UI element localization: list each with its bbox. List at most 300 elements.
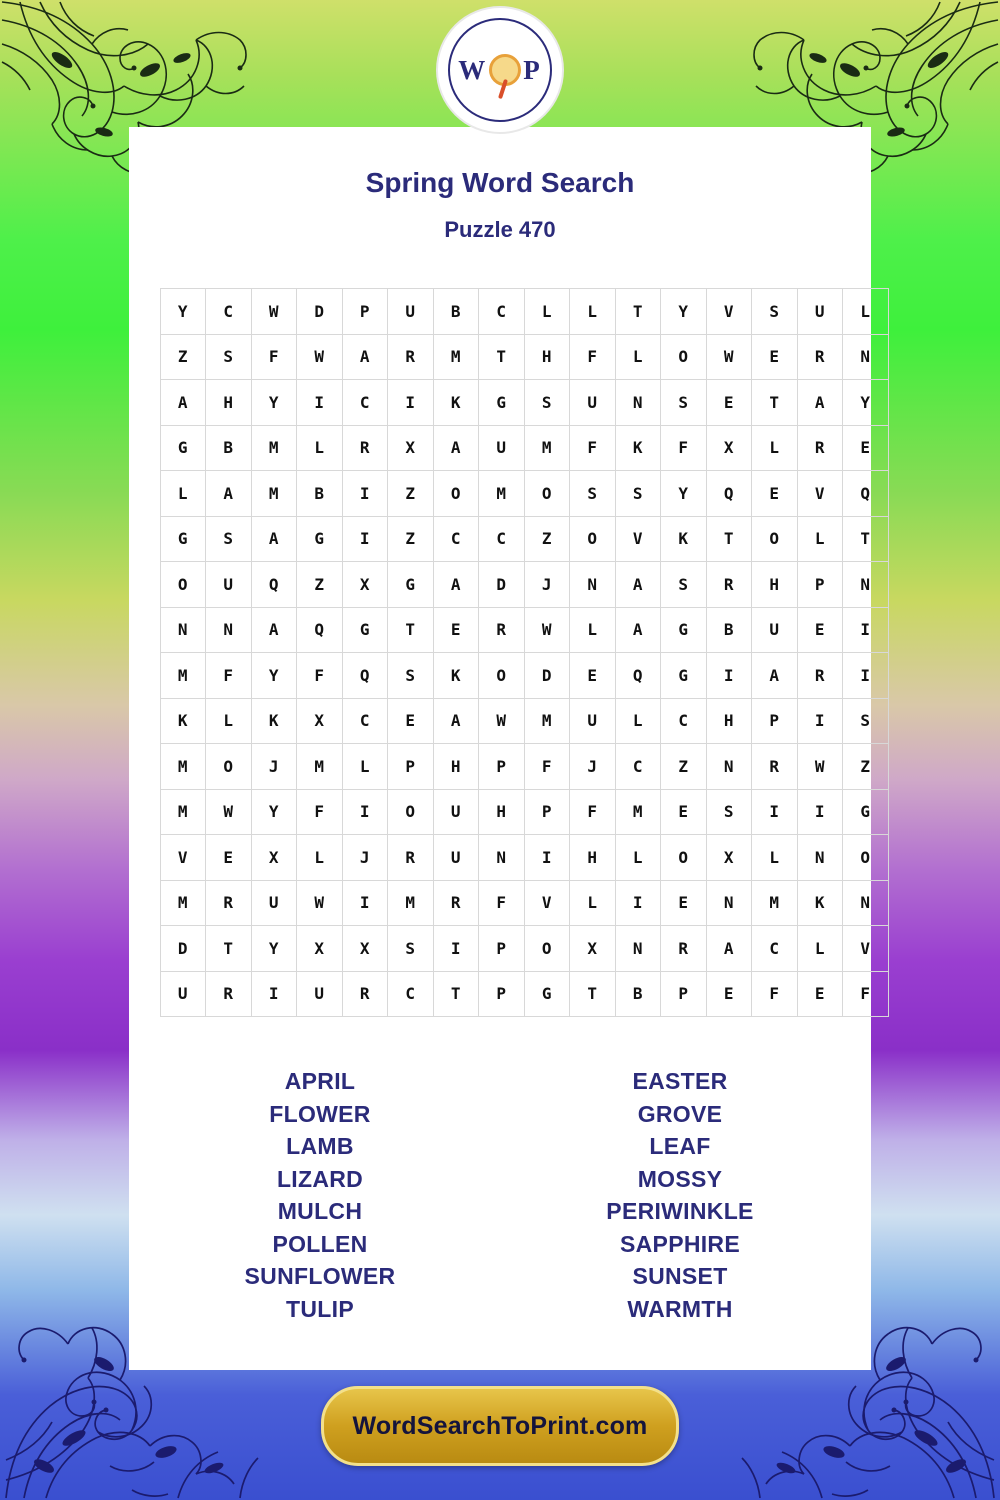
logo-letter-w: W bbox=[458, 54, 488, 85]
grid-row bbox=[160, 971, 888, 1017]
grid-cell[interactable]: R bbox=[206, 971, 252, 1017]
grid-cell[interactable]: O bbox=[524, 471, 570, 517]
grid-cell[interactable]: P bbox=[479, 744, 525, 790]
grid-cell[interactable]: I bbox=[388, 380, 434, 426]
grid-row bbox=[160, 380, 888, 426]
grid-cell[interactable]: U bbox=[251, 880, 297, 926]
grid-cell[interactable]: S bbox=[206, 516, 252, 562]
grid-cell[interactable]: I bbox=[706, 653, 752, 699]
grid-cell[interactable]: E bbox=[706, 380, 752, 426]
grid-cell[interactable]: S bbox=[570, 471, 616, 517]
word-list-item[interactable]: POLLEN bbox=[272, 1230, 368, 1257]
grid-cell[interactable]: B bbox=[433, 289, 479, 335]
grid-cell[interactable]: I bbox=[797, 789, 843, 835]
logo-letter-p: P bbox=[523, 54, 542, 85]
grid-cell[interactable]: E bbox=[388, 698, 434, 744]
grid-cell[interactable]: X bbox=[706, 425, 752, 471]
grid-cell[interactable]: M bbox=[160, 744, 206, 790]
grid-cell[interactable]: A bbox=[433, 698, 479, 744]
grid-cell[interactable]: S bbox=[752, 289, 798, 335]
grid-cell[interactable]: R bbox=[752, 744, 798, 790]
grid-cell[interactable]: J bbox=[570, 744, 616, 790]
grid-cell[interactable]: K bbox=[615, 425, 661, 471]
website-url: WordSearchToPrint.com bbox=[352, 1411, 648, 1440]
grid-cell[interactable]: P bbox=[479, 971, 525, 1017]
grid-cell[interactable]: G bbox=[661, 607, 707, 653]
grid-cell[interactable]: X bbox=[342, 562, 388, 608]
grid-cell[interactable]: N bbox=[797, 835, 843, 881]
grid-cell[interactable]: U bbox=[797, 289, 843, 335]
grid-cell[interactable]: D bbox=[160, 926, 206, 972]
grid-cell[interactable]: G bbox=[843, 789, 889, 835]
grid-cell[interactable]: M bbox=[160, 789, 206, 835]
grid-cell[interactable]: V bbox=[797, 471, 843, 517]
grid-cell[interactable]: Y bbox=[160, 289, 206, 335]
grid-cell[interactable]: C bbox=[433, 516, 479, 562]
grid-cell[interactable]: Q bbox=[251, 562, 297, 608]
grid-row bbox=[160, 835, 888, 881]
grid-cell[interactable]: D bbox=[524, 653, 570, 699]
grid-cell[interactable]: E bbox=[206, 835, 252, 881]
word-list-item[interactable]: WARMTH bbox=[627, 1295, 733, 1322]
grid-row bbox=[160, 926, 888, 972]
grid-cell[interactable]: X bbox=[388, 425, 434, 471]
grid-cell[interactable]: M bbox=[251, 471, 297, 517]
grid-cell[interactable]: H bbox=[524, 334, 570, 380]
grid-cell[interactable]: I bbox=[843, 607, 889, 653]
grid-row bbox=[160, 334, 888, 380]
grid-cell[interactable]: F bbox=[752, 971, 798, 1017]
grid-cell[interactable]: K bbox=[251, 698, 297, 744]
grid-cell[interactable]: U bbox=[388, 289, 434, 335]
grid-cell[interactable]: A bbox=[615, 607, 661, 653]
grid-cell[interactable]: N bbox=[615, 380, 661, 426]
grid-cell[interactable]: C bbox=[661, 698, 707, 744]
grid-cell[interactable]: L bbox=[797, 926, 843, 972]
grid-cell[interactable]: L bbox=[160, 471, 206, 517]
grid-cell[interactable]: S bbox=[661, 380, 707, 426]
grid-cell[interactable]: T bbox=[706, 516, 752, 562]
grid-cell[interactable]: J bbox=[342, 835, 388, 881]
grid-cell[interactable]: O bbox=[752, 516, 798, 562]
grid-cell[interactable]: S bbox=[843, 698, 889, 744]
grid-cell[interactable]: I bbox=[524, 835, 570, 881]
grid-cell[interactable]: C bbox=[206, 289, 252, 335]
grid-cell[interactable]: L bbox=[524, 289, 570, 335]
word-list-item[interactable]: SUNSET bbox=[632, 1263, 728, 1289]
word-list-item[interactable]: LAMB bbox=[286, 1133, 354, 1159]
grid-cell[interactable]: S bbox=[524, 380, 570, 426]
grid-cell[interactable]: N bbox=[615, 926, 661, 972]
grid-cell[interactable]: F bbox=[570, 425, 616, 471]
grid-cell[interactable]: Y bbox=[251, 653, 297, 699]
grid-cell[interactable]: G bbox=[388, 562, 434, 608]
word-list-item[interactable]: EASTER bbox=[632, 1068, 728, 1094]
grid-row bbox=[160, 562, 888, 608]
grid-cell[interactable]: S bbox=[206, 334, 252, 380]
grid-row bbox=[160, 789, 888, 835]
grid-cell[interactable]: T bbox=[615, 289, 661, 335]
grid-cell[interactable]: U bbox=[570, 380, 616, 426]
grid-cell[interactable]: E bbox=[752, 334, 798, 380]
grid-cell[interactable]: I bbox=[251, 971, 297, 1017]
grid-cell[interactable]: A bbox=[752, 653, 798, 699]
grid-cell[interactable]: W bbox=[297, 334, 343, 380]
word-list-item[interactable]: LEAF bbox=[649, 1133, 711, 1159]
grid-cell[interactable]: P bbox=[661, 971, 707, 1017]
grid-cell[interactable]: K bbox=[661, 516, 707, 562]
grid-cell[interactable]: X bbox=[251, 835, 297, 881]
grid-row bbox=[160, 516, 888, 562]
grid-cell[interactable]: N bbox=[160, 607, 206, 653]
grid-cell[interactable]: V bbox=[615, 516, 661, 562]
grid-cell[interactable]: H bbox=[570, 835, 616, 881]
grid-cell[interactable]: C bbox=[752, 926, 798, 972]
grid-cell[interactable]: S bbox=[615, 471, 661, 517]
grid-cell[interactable]: X bbox=[342, 926, 388, 972]
grid-cell[interactable]: W bbox=[479, 698, 525, 744]
grid-cell[interactable]: K bbox=[433, 653, 479, 699]
grid-cell[interactable]: F bbox=[297, 653, 343, 699]
grid-cell[interactable]: L bbox=[752, 835, 798, 881]
grid-cell[interactable]: T bbox=[752, 380, 798, 426]
grid-cell[interactable]: R bbox=[342, 425, 388, 471]
grid-cell[interactable]: O bbox=[388, 789, 434, 835]
grid-cell[interactable]: O bbox=[433, 471, 479, 517]
grid-cell[interactable]: Y bbox=[251, 789, 297, 835]
grid-cell[interactable]: R bbox=[797, 425, 843, 471]
grid-cell[interactable]: M bbox=[160, 653, 206, 699]
grid-cell[interactable]: O bbox=[206, 744, 252, 790]
grid-cell[interactable]: U bbox=[433, 789, 479, 835]
grid-cell[interactable]: K bbox=[797, 880, 843, 926]
grid-cell[interactable]: G bbox=[524, 971, 570, 1017]
grid-cell[interactable]: A bbox=[160, 380, 206, 426]
grid-cell[interactable]: E bbox=[797, 971, 843, 1017]
grid-cell[interactable]: G bbox=[297, 516, 343, 562]
grid-cell[interactable]: E bbox=[706, 971, 752, 1017]
word-list-column-right bbox=[530, 1065, 830, 1325]
grid-cell[interactable]: M bbox=[297, 744, 343, 790]
grid-cell[interactable]: F bbox=[570, 789, 616, 835]
grid-cell[interactable]: R bbox=[479, 607, 525, 653]
word-search-grid bbox=[160, 288, 871, 1017]
grid-cell[interactable]: L bbox=[342, 744, 388, 790]
grid-cell[interactable]: O bbox=[524, 926, 570, 972]
grid-cell[interactable]: I bbox=[797, 698, 843, 744]
grid-cell[interactable]: D bbox=[479, 562, 525, 608]
grid-cell[interactable]: A bbox=[797, 380, 843, 426]
grid-cell[interactable]: F bbox=[251, 334, 297, 380]
grid-cell[interactable]: O bbox=[661, 334, 707, 380]
grid-cell[interactable]: X bbox=[570, 926, 616, 972]
grid-cell[interactable]: I bbox=[342, 789, 388, 835]
grid-cell[interactable]: I bbox=[342, 471, 388, 517]
grid-cell[interactable]: G bbox=[479, 380, 525, 426]
grid-cell[interactable]: E bbox=[433, 607, 479, 653]
grid-cell[interactable]: I bbox=[843, 653, 889, 699]
site-logo bbox=[438, 8, 562, 132]
word-list-item[interactable]: TULIP bbox=[286, 1295, 354, 1322]
word-list-item[interactable]: PERIWINKLE bbox=[606, 1198, 754, 1224]
grid-cell[interactable]: T bbox=[206, 926, 252, 972]
grid-cell[interactable]: Y bbox=[843, 380, 889, 426]
grid-cell[interactable]: I bbox=[615, 880, 661, 926]
grid-cell[interactable]: S bbox=[661, 562, 707, 608]
letter-grid-table bbox=[160, 288, 889, 1017]
grid-cell[interactable]: R bbox=[388, 835, 434, 881]
grid-cell[interactable]: I bbox=[342, 516, 388, 562]
grid-cell[interactable]: B bbox=[615, 971, 661, 1017]
grid-cell[interactable]: Q bbox=[615, 653, 661, 699]
grid-cell[interactable]: L bbox=[843, 289, 889, 335]
grid-cell[interactable]: G bbox=[342, 607, 388, 653]
grid-cell[interactable]: P bbox=[342, 289, 388, 335]
grid-cell[interactable]: R bbox=[797, 334, 843, 380]
grid-cell[interactable]: Q bbox=[843, 471, 889, 517]
grid-cell[interactable]: F bbox=[297, 789, 343, 835]
grid-cell[interactable]: M bbox=[524, 425, 570, 471]
grid-cell[interactable]: W bbox=[706, 334, 752, 380]
grid-cell[interactable]: E bbox=[661, 880, 707, 926]
grid-cell[interactable]: R bbox=[661, 926, 707, 972]
grid-cell[interactable]: Y bbox=[661, 471, 707, 517]
grid-cell[interactable]: Q bbox=[342, 653, 388, 699]
puzzle-sheet bbox=[129, 127, 871, 1370]
grid-cell[interactable]: C bbox=[342, 698, 388, 744]
grid-cell[interactable]: E bbox=[843, 425, 889, 471]
grid-cell[interactable]: A bbox=[433, 425, 479, 471]
grid-cell[interactable]: U bbox=[479, 425, 525, 471]
grid-cell[interactable]: W bbox=[251, 289, 297, 335]
grid-cell[interactable]: L bbox=[570, 607, 616, 653]
grid-cell[interactable]: O bbox=[570, 516, 616, 562]
grid-cell[interactable]: X bbox=[706, 835, 752, 881]
grid-cell[interactable]: F bbox=[524, 744, 570, 790]
grid-cell[interactable]: S bbox=[388, 653, 434, 699]
grid-cell[interactable]: F bbox=[661, 425, 707, 471]
grid-cell[interactable]: Z bbox=[843, 744, 889, 790]
grid-cell[interactable]: U bbox=[206, 562, 252, 608]
grid-cell[interactable]: A bbox=[342, 334, 388, 380]
grid-cell[interactable]: M bbox=[524, 698, 570, 744]
grid-cell[interactable]: B bbox=[206, 425, 252, 471]
grid-cell[interactable]: A bbox=[251, 607, 297, 653]
grid-cell[interactable]: C bbox=[388, 971, 434, 1017]
grid-cell[interactable]: H bbox=[479, 789, 525, 835]
word-list-item[interactable]: SUNFLOWER bbox=[244, 1263, 396, 1289]
website-badge[interactable] bbox=[321, 1386, 679, 1466]
grid-row bbox=[160, 607, 888, 653]
grid-cell[interactable]: I bbox=[752, 789, 798, 835]
word-list-item[interactable]: LIZARD bbox=[276, 1165, 364, 1192]
grid-cell[interactable]: Q bbox=[297, 607, 343, 653]
grid-cell[interactable]: F bbox=[843, 971, 889, 1017]
grid-cell[interactable]: P bbox=[797, 562, 843, 608]
grid-cell[interactable]: G bbox=[160, 425, 206, 471]
grid-cell[interactable]: K bbox=[433, 380, 479, 426]
grid-cell[interactable]: Q bbox=[706, 471, 752, 517]
grid-cell[interactable]: Y bbox=[251, 926, 297, 972]
grid-cell[interactable]: G bbox=[661, 653, 707, 699]
grid-cell[interactable]: E bbox=[570, 653, 616, 699]
grid-cell[interactable]: J bbox=[524, 562, 570, 608]
grid-cell[interactable]: J bbox=[251, 744, 297, 790]
grid-cell[interactable]: H bbox=[433, 744, 479, 790]
grid-cell[interactable]: I bbox=[342, 880, 388, 926]
grid-cell[interactable]: T bbox=[479, 334, 525, 380]
grid-cell[interactable]: U bbox=[433, 835, 479, 881]
grid-cell[interactable]: W bbox=[797, 744, 843, 790]
grid-cell[interactable]: B bbox=[297, 471, 343, 517]
grid-cell[interactable]: H bbox=[206, 380, 252, 426]
grid-cell[interactable]: X bbox=[297, 926, 343, 972]
grid-cell[interactable]: T bbox=[433, 971, 479, 1017]
grid-cell[interactable]: I bbox=[297, 380, 343, 426]
grid-cell[interactable]: N bbox=[706, 744, 752, 790]
grid-cell[interactable]: Z bbox=[524, 516, 570, 562]
grid-cell[interactable]: C bbox=[479, 516, 525, 562]
grid-cell[interactable]: Z bbox=[388, 471, 434, 517]
grid-cell[interactable]: L bbox=[297, 835, 343, 881]
grid-cell[interactable]: H bbox=[706, 698, 752, 744]
grid-cell[interactable]: R bbox=[388, 334, 434, 380]
grid-cell[interactable]: D bbox=[297, 289, 343, 335]
word-list-item[interactable]: APRIL bbox=[284, 1068, 356, 1094]
grid-cell[interactable]: X bbox=[297, 698, 343, 744]
grid-cell[interactable]: K bbox=[160, 698, 206, 744]
grid-cell[interactable]: L bbox=[570, 880, 616, 926]
grid-cell[interactable]: E bbox=[752, 471, 798, 517]
grid-cell[interactable]: M bbox=[615, 789, 661, 835]
grid-cell[interactable]: N bbox=[206, 607, 252, 653]
grid-cell[interactable]: W bbox=[206, 789, 252, 835]
word-list-item[interactable]: MULCH bbox=[277, 1198, 363, 1224]
grid-cell[interactable]: M bbox=[251, 425, 297, 471]
grid-cell[interactable]: V bbox=[843, 926, 889, 972]
grid-cell[interactable]: T bbox=[388, 607, 434, 653]
grid-cell[interactable]: R bbox=[706, 562, 752, 608]
grid-cell[interactable]: O bbox=[843, 835, 889, 881]
word-list-item[interactable]: SAPPHIRE bbox=[620, 1230, 740, 1257]
grid-cell[interactable]: N bbox=[843, 562, 889, 608]
grid-cell[interactable]: A bbox=[706, 926, 752, 972]
grid-cell[interactable]: O bbox=[160, 562, 206, 608]
grid-cell[interactable]: N bbox=[570, 562, 616, 608]
grid-cell[interactable]: L bbox=[206, 698, 252, 744]
grid-cell[interactable]: L bbox=[797, 516, 843, 562]
word-list-item[interactable]: MOSSY bbox=[637, 1165, 723, 1192]
grid-cell[interactable]: L bbox=[615, 698, 661, 744]
grid-cell[interactable]: S bbox=[706, 789, 752, 835]
grid-cell[interactable]: U bbox=[160, 971, 206, 1017]
grid-cell[interactable]: S bbox=[388, 926, 434, 972]
grid-cell[interactable]: O bbox=[479, 653, 525, 699]
grid-cell[interactable]: B bbox=[706, 607, 752, 653]
grid-cell[interactable]: L bbox=[752, 425, 798, 471]
grid-cell[interactable]: L bbox=[615, 334, 661, 380]
grid-cell[interactable]: Z bbox=[661, 744, 707, 790]
grid-cell[interactable]: M bbox=[752, 880, 798, 926]
grid-cell[interactable]: C bbox=[342, 380, 388, 426]
grid-cell[interactable]: R bbox=[433, 880, 479, 926]
grid-cell[interactable]: U bbox=[570, 698, 616, 744]
grid-cell[interactable]: L bbox=[570, 289, 616, 335]
grid-cell[interactable]: V bbox=[160, 835, 206, 881]
grid-cell[interactable]: E bbox=[661, 789, 707, 835]
grid-cell[interactable]: N bbox=[843, 334, 889, 380]
grid-cell[interactable]: P bbox=[388, 744, 434, 790]
grid-cell[interactable]: F bbox=[570, 334, 616, 380]
grid-cell[interactable]: L bbox=[615, 835, 661, 881]
grid-cell[interactable]: T bbox=[570, 971, 616, 1017]
grid-cell[interactable]: A bbox=[433, 562, 479, 608]
grid-cell[interactable]: N bbox=[843, 880, 889, 926]
word-list-item[interactable]: GROVE bbox=[637, 1100, 723, 1127]
grid-cell[interactable]: M bbox=[433, 334, 479, 380]
grid-cell[interactable]: I bbox=[433, 926, 479, 972]
grid-cell[interactable]: V bbox=[524, 880, 570, 926]
grid-cell[interactable]: P bbox=[752, 698, 798, 744]
grid-cell[interactable]: Z bbox=[160, 334, 206, 380]
grid-cell[interactable]: P bbox=[479, 926, 525, 972]
grid-cell[interactable]: L bbox=[297, 425, 343, 471]
logo-wordmark bbox=[458, 54, 542, 86]
grid-cell[interactable]: M bbox=[388, 880, 434, 926]
grid-cell[interactable]: R bbox=[342, 971, 388, 1017]
grid-row bbox=[160, 653, 888, 699]
grid-cell[interactable]: Z bbox=[297, 562, 343, 608]
grid-cell[interactable]: W bbox=[297, 880, 343, 926]
grid-cell[interactable]: C bbox=[615, 744, 661, 790]
grid-cell[interactable]: E bbox=[797, 607, 843, 653]
word-list-column-left bbox=[170, 1065, 470, 1325]
grid-cell[interactable]: N bbox=[706, 880, 752, 926]
grid-cell[interactable]: M bbox=[160, 880, 206, 926]
grid-cell[interactable]: R bbox=[206, 880, 252, 926]
grid-cell[interactable]: H bbox=[752, 562, 798, 608]
grid-cell[interactable]: N bbox=[479, 835, 525, 881]
grid-cell[interactable]: U bbox=[752, 607, 798, 653]
grid-cell[interactable]: O bbox=[661, 835, 707, 881]
grid-cell[interactable]: T bbox=[843, 516, 889, 562]
word-list-item[interactable]: FLOWER bbox=[269, 1100, 371, 1127]
grid-cell[interactable]: V bbox=[706, 289, 752, 335]
grid-cell[interactable]: W bbox=[524, 607, 570, 653]
grid-cell[interactable]: A bbox=[615, 562, 661, 608]
logo-circle bbox=[448, 18, 552, 122]
grid-cell[interactable]: Y bbox=[661, 289, 707, 335]
word-list bbox=[170, 1065, 830, 1325]
page-title: Spring Word Search bbox=[365, 167, 635, 198]
grid-cell[interactable]: R bbox=[797, 653, 843, 699]
grid-row bbox=[160, 425, 888, 471]
grid-row bbox=[160, 289, 888, 335]
grid-cell[interactable]: M bbox=[479, 471, 525, 517]
grid-cell[interactable]: P bbox=[524, 789, 570, 835]
grid-cell[interactable]: C bbox=[479, 289, 525, 335]
grid-cell[interactable]: U bbox=[297, 971, 343, 1017]
grid-cell[interactable]: Y bbox=[251, 380, 297, 426]
grid-row bbox=[160, 880, 888, 926]
grid-cell[interactable]: A bbox=[251, 516, 297, 562]
grid-cell[interactable]: F bbox=[479, 880, 525, 926]
magnifier-icon bbox=[489, 54, 521, 86]
grid-cell[interactable]: F bbox=[206, 653, 252, 699]
grid-cell[interactable]: A bbox=[206, 471, 252, 517]
grid-cell[interactable]: G bbox=[160, 516, 206, 562]
grid-cell[interactable]: Z bbox=[388, 516, 434, 562]
